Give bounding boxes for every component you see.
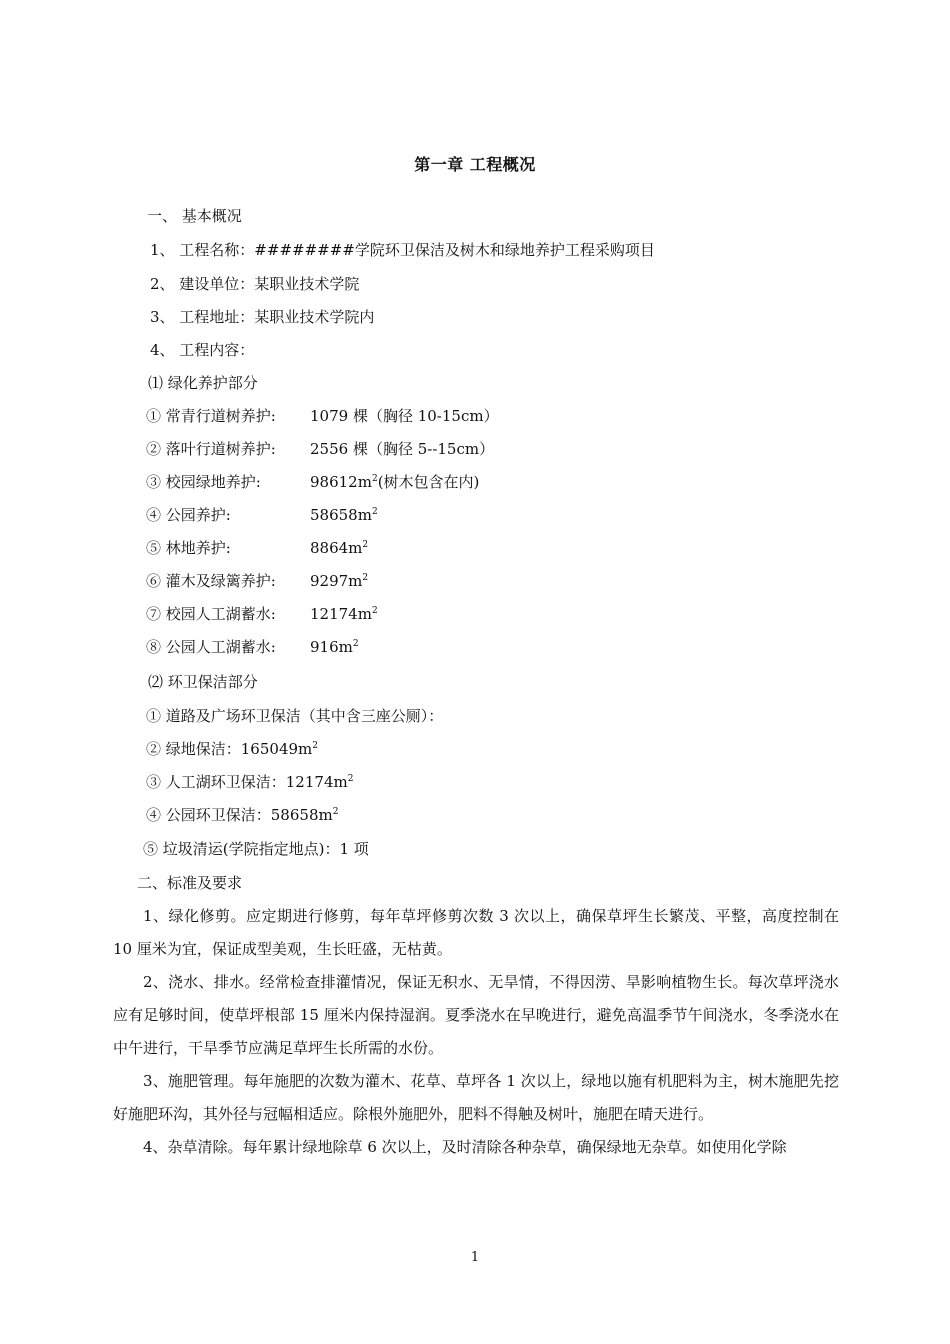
green-item-label: ⑦ 校园人工湖蓄水: [146, 605, 276, 623]
green-item [146, 406, 846, 426]
project-name-line: 1、 工程名称：########学院环卫保洁及树木和绿地养护工程采购项目 [150, 241, 655, 259]
sanitation-item: ⑤ 垃圾清运(学院指定地点)：1 项 [143, 840, 369, 858]
project-address-line: 3、 工程地址：某职业技术学院内 [150, 308, 375, 326]
sanitation-heading: ⑵ 环卫保洁部分 [148, 673, 258, 691]
project-content-line: 4、 工程内容： [150, 341, 255, 359]
green-item-value: 98612m [310, 473, 372, 491]
superscript: 2 [362, 573, 369, 583]
green-maintenance-heading: ⑴ 绿化养护部分 [148, 374, 258, 392]
standards-paragraph: 4、杂草清除。每年累计绿地除草 6 次以上，及时清除各种杂草，确保绿地无杂草。如使用化学除 [143, 1138, 787, 1156]
construction-unit-line: 2、 建设单位：某职业技术学院 [150, 275, 360, 293]
green-item-label: ⑥ 灌木及绿篱养护: [146, 572, 276, 590]
green-item-label: ④ 公园养护: [146, 506, 231, 524]
green-item-value: 58658m [310, 506, 372, 524]
superscript: 2 [362, 540, 369, 550]
superscript: 2 [371, 474, 378, 484]
section1-heading: 一、 基本概况 [147, 207, 242, 225]
sanitation-item [146, 772, 353, 792]
green-item-value: 12174m [310, 605, 372, 623]
green-item-value: 1079 棵（胸径 10-15cm） [310, 407, 499, 425]
sanitation-item [146, 805, 338, 825]
superscript: 2 [371, 606, 378, 616]
page-number: 1 [470, 1250, 480, 1265]
superscript: 2 [332, 807, 339, 817]
green-item-label: ① 常青行道树养护: [146, 407, 276, 425]
green-item-label: ③ 校园绿地养护: [146, 473, 261, 491]
green-item-label: ② 落叶行道树养护: [146, 440, 276, 458]
green-item [146, 637, 846, 657]
superscript: 2 [312, 741, 318, 751]
sanitation-item-text: ② 绿地保洁：165049m [146, 740, 313, 758]
superscript: 2 [352, 639, 359, 649]
green-item [146, 604, 846, 624]
sanitation-item-text: ④ 公园环卫保洁：58658m [146, 806, 333, 824]
green-item [146, 472, 846, 492]
sanitation-item: ① 道路及广场环卫保洁（其中含三座公厕）： [146, 707, 444, 725]
superscript: 2 [347, 774, 354, 784]
green-item-value: 8864m [310, 539, 363, 557]
green-item-label: ⑤ 林地养护: [146, 539, 231, 557]
green-item-label: ⑧ 公园人工湖蓄水: [146, 638, 276, 656]
green-item [146, 505, 846, 525]
superscript: 2 [371, 507, 378, 517]
sanitation-item [146, 739, 318, 759]
standards-paragraph: 2、浇水、排水。经常检查排灌情况，保证无积水、无旱情，不得因涝、旱影响植物生长。每次草坪浇水应有足够时间，使草坪根部 15 厘米内保持湿润。夏季浇水在早晚进行，避免高温季节午间浇水，冬季浇水在中午进行，干旱季节应满足草坪生长所需的水份。 [113, 973, 839, 1057]
green-item-value: 2556 棵（胸径 5--15cm） [310, 440, 495, 458]
green-item-value: 9297m [310, 572, 363, 590]
sanitation-item-text: ③ 人工湖环卫保洁：12174m [146, 773, 348, 791]
green-item-value: 916m [310, 638, 353, 656]
green-item-note: (树木包含在内) [377, 473, 480, 491]
green-item [146, 538, 846, 558]
standards-paragraph: 1、绿化修剪。应定期进行修剪，每年草坪修剪次数 3 次以上，确保草坪生长繁茂、平整，高度控制在 10 厘米为宜，保证成型美观，生长旺盛，无枯黄。 [113, 907, 839, 958]
green-item [146, 439, 846, 459]
section2-heading: 二、标准及要求 [137, 874, 243, 892]
green-item [146, 571, 846, 591]
standards-paragraph: 3、施肥管理。每年施肥的次数为灌木、花草、草坪各 1 次以上，绿地以施有机肥料为主，树木施肥先挖好施肥环沟，其外径与冠幅相适应。除根外施肥外，肥料不得触及树叶，施肥在晴天进行。 [113, 1072, 839, 1123]
chapter-title: 第一章 工程概况 [414, 155, 536, 174]
